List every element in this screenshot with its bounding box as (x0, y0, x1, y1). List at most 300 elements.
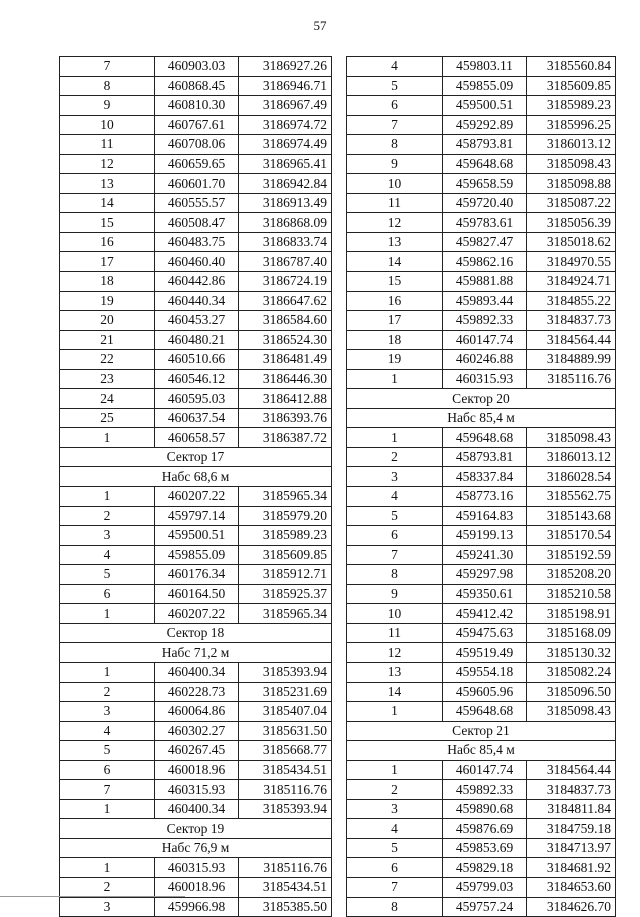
point-number-cell: 4 (60, 721, 155, 741)
table-row (60, 213, 332, 233)
table-row (347, 819, 616, 839)
x-coordinate-cell: 460483.75 (155, 232, 239, 252)
point-number-cell: 1 (60, 662, 155, 682)
table-row (347, 565, 616, 585)
y-coordinate-cell: 3186446.30 (239, 369, 332, 389)
table-row (347, 428, 616, 448)
table-row (60, 193, 332, 213)
table-row (347, 174, 616, 194)
point-number-cell: 17 (347, 311, 443, 331)
point-number-cell: 9 (347, 154, 443, 174)
point-number-cell: 1 (60, 858, 155, 878)
point-number-cell: 6 (60, 760, 155, 780)
table-row (60, 232, 332, 252)
point-number-cell: 6 (347, 526, 443, 546)
point-number-cell: 1 (60, 428, 155, 448)
y-coordinate-cell: 3185925.37 (239, 584, 332, 604)
section-header: Набс 71,2 м (60, 643, 332, 663)
point-number-cell: 2 (60, 877, 155, 897)
x-coordinate-cell: 460442.86 (155, 272, 239, 292)
y-coordinate-cell: 3186946.71 (239, 76, 332, 96)
coordinates-table-right (346, 56, 616, 917)
table-row (347, 193, 616, 213)
y-coordinate-cell: 3186974.49 (239, 135, 332, 155)
table-row (60, 682, 332, 702)
x-coordinate-cell: 460164.50 (155, 584, 239, 604)
table-row (60, 702, 332, 722)
point-number-cell: 1 (347, 428, 443, 448)
point-number-cell: 5 (60, 741, 155, 761)
x-coordinate-cell: 459554.18 (443, 662, 527, 682)
point-number-cell: 3 (60, 702, 155, 722)
x-coordinate-cell: 460064.86 (155, 702, 239, 722)
table-row (60, 369, 332, 389)
y-coordinate-cell: 3184837.73 (527, 311, 616, 331)
x-coordinate-cell: 460176.34 (155, 565, 239, 585)
x-coordinate-cell: 459475.63 (443, 623, 527, 643)
x-coordinate-cell: 460400.34 (155, 799, 239, 819)
x-coordinate-cell: 460601.70 (155, 174, 239, 194)
y-coordinate-cell: 3184924.71 (527, 272, 616, 292)
table-row (347, 76, 616, 96)
table-row (347, 252, 616, 272)
x-coordinate-cell: 460480.21 (155, 330, 239, 350)
point-number-cell: 3 (60, 897, 155, 917)
x-coordinate-cell: 459658.59 (443, 174, 527, 194)
table-row (347, 897, 616, 917)
point-number-cell: 16 (347, 291, 443, 311)
table-row (347, 662, 616, 682)
point-number-cell: 1 (60, 604, 155, 624)
y-coordinate-cell: 3186833.74 (239, 232, 332, 252)
point-number-cell: 13 (347, 232, 443, 252)
point-number-cell: 6 (60, 584, 155, 604)
table-row (347, 643, 616, 663)
table-row (60, 57, 332, 77)
x-coordinate-cell: 459827.47 (443, 232, 527, 252)
y-coordinate-cell: 3185560.84 (527, 57, 616, 77)
section-header: Сектор 18 (60, 623, 332, 643)
table-row (60, 428, 332, 448)
y-coordinate-cell: 3185056.39 (527, 213, 616, 233)
table-row (347, 799, 616, 819)
section-header: Набс 85,4 м (347, 741, 616, 761)
point-number-cell: 16 (60, 232, 155, 252)
point-number-cell: 12 (60, 154, 155, 174)
point-number-cell: 20 (60, 311, 155, 331)
x-coordinate-cell: 460440.34 (155, 291, 239, 311)
x-coordinate-cell: 460555.57 (155, 193, 239, 213)
table-row (60, 135, 332, 155)
point-number-cell: 12 (347, 643, 443, 663)
point-number-cell: 5 (60, 565, 155, 585)
section-header: Набс 76,9 м (60, 838, 332, 858)
point-number-cell: 3 (60, 526, 155, 546)
point-number-cell: 19 (60, 291, 155, 311)
section-header: Сектор 17 (60, 447, 332, 467)
table-row (347, 57, 616, 77)
table-row (60, 389, 332, 409)
y-coordinate-cell: 3185143.68 (527, 506, 616, 526)
x-coordinate-cell: 459892.33 (443, 311, 527, 331)
x-coordinate-cell: 460267.45 (155, 741, 239, 761)
point-number-cell: 7 (347, 877, 443, 897)
table-row (60, 604, 332, 624)
table-row (347, 96, 616, 116)
point-number-cell: 7 (60, 57, 155, 77)
table-row (60, 721, 332, 741)
section-header-row (60, 643, 332, 663)
table-row (347, 702, 616, 722)
point-number-cell: 5 (347, 76, 443, 96)
point-number-cell: 19 (347, 350, 443, 370)
point-number-cell: 14 (60, 193, 155, 213)
table-row (60, 741, 332, 761)
point-number-cell: 13 (60, 174, 155, 194)
table-row (60, 350, 332, 370)
point-number-cell: 1 (347, 369, 443, 389)
table-row (347, 760, 616, 780)
y-coordinate-cell: 3185668.77 (239, 741, 332, 761)
point-number-cell: 11 (347, 623, 443, 643)
x-coordinate-cell: 459297.98 (443, 565, 527, 585)
y-coordinate-cell: 3185168.09 (527, 623, 616, 643)
x-coordinate-cell: 460302.27 (155, 721, 239, 741)
x-coordinate-cell: 459876.69 (443, 819, 527, 839)
point-number-cell: 9 (347, 584, 443, 604)
point-number-cell: 11 (60, 135, 155, 155)
y-coordinate-cell: 3186481.49 (239, 350, 332, 370)
table-row (60, 662, 332, 682)
section-header-row (60, 623, 332, 643)
section-header-row (60, 447, 332, 467)
x-coordinate-cell: 459892.33 (443, 780, 527, 800)
x-coordinate-cell: 460207.22 (155, 487, 239, 507)
x-coordinate-cell: 459803.11 (443, 57, 527, 77)
y-coordinate-cell: 3185979.20 (239, 506, 332, 526)
point-number-cell: 11 (347, 193, 443, 213)
y-coordinate-cell: 3184713.97 (527, 838, 616, 858)
section-header-row (60, 838, 332, 858)
y-coordinate-cell: 3185098.88 (527, 174, 616, 194)
table-row (60, 487, 332, 507)
point-number-cell: 18 (347, 330, 443, 350)
y-coordinate-cell: 3186974.72 (239, 115, 332, 135)
point-number-cell: 1 (60, 799, 155, 819)
y-coordinate-cell: 3184889.99 (527, 350, 616, 370)
x-coordinate-cell: 460767.61 (155, 115, 239, 135)
table-row (347, 447, 616, 467)
x-coordinate-cell: 460460.40 (155, 252, 239, 272)
section-header-row (347, 408, 616, 428)
y-coordinate-cell: 3186013.12 (527, 135, 616, 155)
y-coordinate-cell: 3186584.60 (239, 311, 332, 331)
x-coordinate-cell: 459853.69 (443, 838, 527, 858)
table-row (60, 526, 332, 546)
table-row (60, 154, 332, 174)
y-coordinate-cell: 3185170.54 (527, 526, 616, 546)
x-coordinate-cell: 460453.27 (155, 311, 239, 331)
x-coordinate-cell: 459292.89 (443, 115, 527, 135)
section-header: Сектор 21 (347, 721, 616, 741)
table-row (60, 897, 332, 917)
point-number-cell: 13 (347, 662, 443, 682)
table-row (347, 858, 616, 878)
x-coordinate-cell: 458337.84 (443, 467, 527, 487)
table-row (347, 604, 616, 624)
y-coordinate-cell: 3185989.23 (239, 526, 332, 546)
table-row (60, 115, 332, 135)
point-number-cell: 10 (60, 115, 155, 135)
x-coordinate-cell: 460546.12 (155, 369, 239, 389)
y-coordinate-cell: 3186647.62 (239, 291, 332, 311)
point-number-cell: 21 (60, 330, 155, 350)
y-coordinate-cell: 3186927.26 (239, 57, 332, 77)
point-number-cell: 25 (60, 408, 155, 428)
table-row (347, 350, 616, 370)
y-coordinate-cell: 3184626.70 (527, 897, 616, 917)
x-coordinate-cell: 460147.74 (443, 330, 527, 350)
coordinates-table-left (59, 56, 332, 917)
table-row (60, 291, 332, 311)
point-number-cell: 4 (347, 819, 443, 839)
table-row (347, 506, 616, 526)
y-coordinate-cell: 3186387.72 (239, 428, 332, 448)
y-coordinate-cell: 3186868.09 (239, 213, 332, 233)
y-coordinate-cell: 3185116.76 (527, 369, 616, 389)
table-row (60, 252, 332, 272)
x-coordinate-cell: 460810.30 (155, 96, 239, 116)
y-coordinate-cell: 3186967.49 (239, 96, 332, 116)
point-number-cell: 3 (347, 467, 443, 487)
x-coordinate-cell: 460207.22 (155, 604, 239, 624)
point-number-cell: 8 (60, 76, 155, 96)
x-coordinate-cell: 458773.16 (443, 487, 527, 507)
point-number-cell: 9 (60, 96, 155, 116)
table-row (347, 526, 616, 546)
footer-divider (0, 896, 185, 897)
y-coordinate-cell: 3186724.19 (239, 272, 332, 292)
x-coordinate-cell: 460508.47 (155, 213, 239, 233)
section-header-row (60, 819, 332, 839)
x-coordinate-cell: 459783.61 (443, 213, 527, 233)
x-coordinate-cell: 459966.98 (155, 897, 239, 917)
x-coordinate-cell: 460637.54 (155, 408, 239, 428)
table-row (60, 76, 332, 96)
x-coordinate-cell: 460708.06 (155, 135, 239, 155)
point-number-cell: 7 (347, 115, 443, 135)
y-coordinate-cell: 3185116.76 (239, 858, 332, 878)
table-row (347, 330, 616, 350)
section-header-row (347, 741, 616, 761)
point-number-cell: 7 (347, 545, 443, 565)
table-row (60, 174, 332, 194)
table-row (60, 408, 332, 428)
point-number-cell: 2 (60, 682, 155, 702)
x-coordinate-cell: 459720.40 (443, 193, 527, 213)
y-coordinate-cell: 3185198.91 (527, 604, 616, 624)
x-coordinate-cell: 459199.13 (443, 526, 527, 546)
x-coordinate-cell: 460246.88 (443, 350, 527, 370)
point-number-cell: 12 (347, 213, 443, 233)
x-coordinate-cell: 460510.66 (155, 350, 239, 370)
y-coordinate-cell: 3186942.84 (239, 174, 332, 194)
table-row (60, 565, 332, 585)
point-number-cell: 2 (347, 780, 443, 800)
table-row (347, 369, 616, 389)
x-coordinate-cell: 460400.34 (155, 662, 239, 682)
y-coordinate-cell: 3185965.34 (239, 604, 332, 624)
x-coordinate-cell: 459350.61 (443, 584, 527, 604)
point-number-cell: 4 (347, 487, 443, 507)
point-number-cell: 15 (347, 272, 443, 292)
point-number-cell: 1 (347, 702, 443, 722)
point-number-cell: 8 (347, 565, 443, 585)
point-number-cell: 6 (347, 96, 443, 116)
point-number-cell: 2 (347, 447, 443, 467)
table-row (347, 232, 616, 252)
y-coordinate-cell: 3186028.54 (527, 467, 616, 487)
x-coordinate-cell: 459241.30 (443, 545, 527, 565)
point-number-cell: 6 (347, 858, 443, 878)
y-coordinate-cell: 3185210.58 (527, 584, 616, 604)
table-row (60, 506, 332, 526)
x-coordinate-cell: 459164.83 (443, 506, 527, 526)
x-coordinate-cell: 459605.96 (443, 682, 527, 702)
table-row (60, 780, 332, 800)
x-coordinate-cell: 459757.24 (443, 897, 527, 917)
table-row (347, 291, 616, 311)
y-coordinate-cell: 3185098.43 (527, 428, 616, 448)
x-coordinate-cell: 459412.42 (443, 604, 527, 624)
x-coordinate-cell: 460315.93 (155, 858, 239, 878)
point-number-cell: 10 (347, 174, 443, 194)
x-coordinate-cell: 459799.03 (443, 877, 527, 897)
y-coordinate-cell: 3185130.32 (527, 643, 616, 663)
table-row (347, 682, 616, 702)
y-coordinate-cell: 3184564.44 (527, 760, 616, 780)
table-row (347, 623, 616, 643)
y-coordinate-cell: 3185609.85 (527, 76, 616, 96)
point-number-cell: 22 (60, 350, 155, 370)
y-coordinate-cell: 3185609.85 (239, 545, 332, 565)
y-coordinate-cell: 3186787.40 (239, 252, 332, 272)
point-number-cell: 4 (60, 545, 155, 565)
point-number-cell: 18 (60, 272, 155, 292)
y-coordinate-cell: 3185434.51 (239, 877, 332, 897)
x-coordinate-cell: 459648.68 (443, 702, 527, 722)
x-coordinate-cell: 459648.68 (443, 154, 527, 174)
page-number: 57 (313, 18, 327, 33)
point-number-cell: 7 (60, 780, 155, 800)
y-coordinate-cell: 3185208.20 (527, 565, 616, 585)
table-row (347, 838, 616, 858)
y-coordinate-cell: 3185231.69 (239, 682, 332, 702)
y-coordinate-cell: 3185965.34 (239, 487, 332, 507)
y-coordinate-cell: 3184837.73 (527, 780, 616, 800)
x-coordinate-cell: 459862.16 (443, 252, 527, 272)
x-coordinate-cell: 460659.65 (155, 154, 239, 174)
x-coordinate-cell: 459648.68 (443, 428, 527, 448)
table-row (347, 877, 616, 897)
y-coordinate-cell: 3186412.88 (239, 389, 332, 409)
y-coordinate-cell: 3186393.76 (239, 408, 332, 428)
section-header: Набс 85,4 м (347, 408, 616, 428)
x-coordinate-cell: 459797.14 (155, 506, 239, 526)
table-row (60, 858, 332, 878)
table-row (347, 272, 616, 292)
table-row (347, 467, 616, 487)
table-row (60, 760, 332, 780)
x-coordinate-cell: 460903.03 (155, 57, 239, 77)
table-row (347, 135, 616, 155)
y-coordinate-cell: 3185018.62 (527, 232, 616, 252)
y-coordinate-cell: 3185087.22 (527, 193, 616, 213)
y-coordinate-cell: 3186965.41 (239, 154, 332, 174)
section-header: Сектор 20 (347, 389, 616, 409)
section-header: Набс 68,6 м (60, 467, 332, 487)
x-coordinate-cell: 460228.73 (155, 682, 239, 702)
y-coordinate-cell: 3185393.94 (239, 662, 332, 682)
table-row (60, 96, 332, 116)
table-row (347, 780, 616, 800)
point-number-cell: 4 (347, 57, 443, 77)
x-coordinate-cell: 459855.09 (155, 545, 239, 565)
x-coordinate-cell: 459519.49 (443, 643, 527, 663)
x-coordinate-cell: 459829.18 (443, 858, 527, 878)
y-coordinate-cell: 3185912.71 (239, 565, 332, 585)
point-number-cell: 15 (60, 213, 155, 233)
x-coordinate-cell: 460147.74 (443, 760, 527, 780)
table-row (60, 311, 332, 331)
y-coordinate-cell: 3185996.25 (527, 115, 616, 135)
x-coordinate-cell: 458793.81 (443, 135, 527, 155)
point-number-cell: 1 (60, 487, 155, 507)
point-number-cell: 14 (347, 252, 443, 272)
y-coordinate-cell: 3185192.59 (527, 545, 616, 565)
table-row (347, 487, 616, 507)
y-coordinate-cell: 3186913.49 (239, 193, 332, 213)
x-coordinate-cell: 460315.93 (443, 369, 527, 389)
y-coordinate-cell: 3185989.23 (527, 96, 616, 116)
y-coordinate-cell: 3185562.75 (527, 487, 616, 507)
table-row (60, 877, 332, 897)
y-coordinate-cell: 3184811.84 (527, 799, 616, 819)
point-number-cell: 10 (347, 604, 443, 624)
table-row (347, 545, 616, 565)
y-coordinate-cell: 3184564.44 (527, 330, 616, 350)
table-row (347, 584, 616, 604)
point-number-cell: 1 (347, 760, 443, 780)
x-coordinate-cell: 460315.93 (155, 780, 239, 800)
y-coordinate-cell: 3184681.92 (527, 858, 616, 878)
point-number-cell: 5 (347, 838, 443, 858)
x-coordinate-cell: 460018.96 (155, 877, 239, 897)
table-row (60, 799, 332, 819)
x-coordinate-cell: 459881.88 (443, 272, 527, 292)
y-coordinate-cell: 3186524.30 (239, 330, 332, 350)
y-coordinate-cell: 3185434.51 (239, 760, 332, 780)
section-header-row (347, 389, 616, 409)
x-coordinate-cell: 460595.03 (155, 389, 239, 409)
y-coordinate-cell: 3184970.55 (527, 252, 616, 272)
point-number-cell: 3 (347, 799, 443, 819)
point-number-cell: 24 (60, 389, 155, 409)
table-row (60, 545, 332, 565)
y-coordinate-cell: 3185631.50 (239, 721, 332, 741)
y-coordinate-cell: 3185393.94 (239, 799, 332, 819)
section-header-row (60, 467, 332, 487)
